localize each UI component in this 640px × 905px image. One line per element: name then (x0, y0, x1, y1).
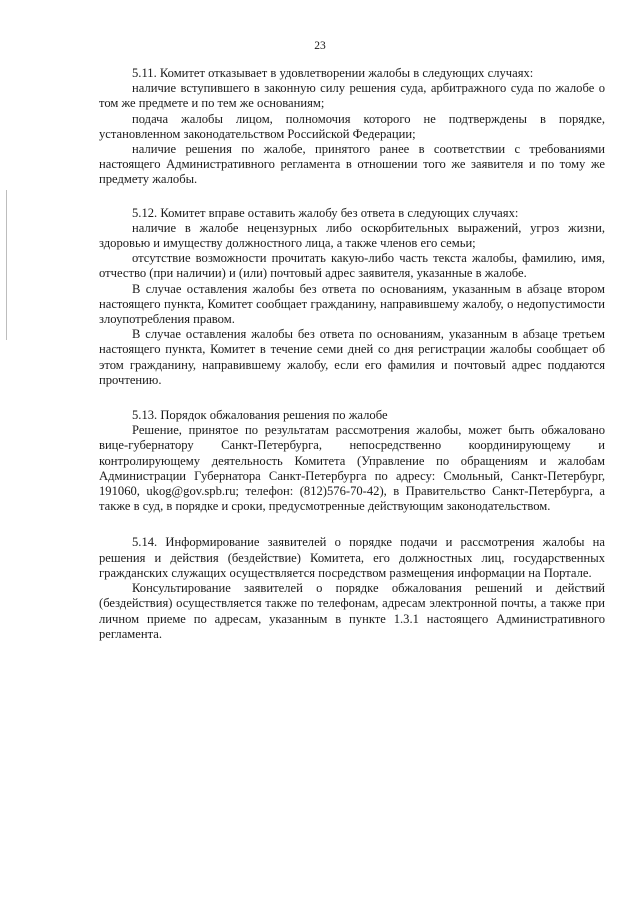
paragraph: наличие решения по жалобе, принятого ранее в соответствии с требованиями настоящего Административного регламента в отношении того же заявителя и по тому же предмету жалобы. (99, 142, 605, 187)
paragraph: В случае оставления жалобы без ответа по основаниям, указанным в абзаце втором настоящего пункта, Комитет сообщает гражданину, направившему жалобу, о недопустимости злоупотребления правом. (99, 281, 605, 327)
document-body (99, 66, 605, 642)
page-number: 23 (314, 40, 326, 52)
section-heading: 5.12. Комитет вправе оставить жалобу без ответа в следующих случаях: (132, 205, 519, 220)
section-5-13 (99, 408, 605, 514)
section-5-14 (99, 535, 605, 641)
paragraph: подача жалобы лицом, полномочия которого не подтверждены в порядке, установленном законодательством Российской Федерации; (99, 111, 605, 141)
section-heading: 5.14. Информирование заявителей о порядке подачи и рассмотрения жалобы на решения и действия (бездействие) Комитета, его должностных лиц, государственных гражданских служащих осуществляется посредством размещения информации на Портале. (99, 535, 605, 580)
paragraph: Решение, принятое по результатам рассмотрения жалобы, может быть обжаловано вице-губернатору Санкт-Петербурга, непосредственно координирующему и контролирующему деятельность Комитета (Управление по обращениям и жалобам Администрации Губернатора Санкт-Петербурга по адресу: Смольный, Санкт-Петербург, 191060, ukog@gov.spb.ru; телефон: (812)576-70-42), в Правительство Санкт-Петербурга, а также в суд, в порядке и сроки, предусмотренные действующим законодательством. (99, 423, 605, 514)
paragraph: отсутствие возможности прочитать какую-либо часть текста жалобы, фамилию, имя, отчество (при наличии) и (или) почтовый адрес заявителя, указанные в жалобе. (99, 251, 605, 281)
section-5-12 (99, 206, 605, 388)
section-heading: 5.13. Порядок обжалования решения по жалобе (132, 408, 388, 423)
paragraph: наличие вступившего в законную силу решения суда, арбитражного суда по жалобе о том же предмете и по тем же основаниям; (99, 81, 605, 111)
paragraph: Консультирование заявителей о порядке обжалования решений и действий (бездействия) осуществляется также по телефонам, адресам электронной почты, а также при личном приеме по адресам, указанным в пункте 1.3.1 настоящего Административного регламента. (99, 581, 605, 641)
paragraph: наличие в жалобе нецензурных либо оскорбительных выражений, угроз жизни, здоровью и имуществу должностного лица, а также членов его семьи; (99, 220, 605, 251)
section-heading: 5.11. Комитет отказывает в удовлетворении жалобы в следующих случаях: (132, 66, 534, 80)
paragraph: В случае оставления жалобы без ответа по основаниям, указанным в абзаце третьем настоящего пункта, Комитет в течение семи дней со дня регистрации жалобы сообщает об этом гражданину, направившему жалобу, если его фамилия и почтовый адрес поддаются прочтению. (99, 327, 605, 387)
section-5-11 (99, 66, 605, 188)
margin-line (6, 190, 7, 340)
